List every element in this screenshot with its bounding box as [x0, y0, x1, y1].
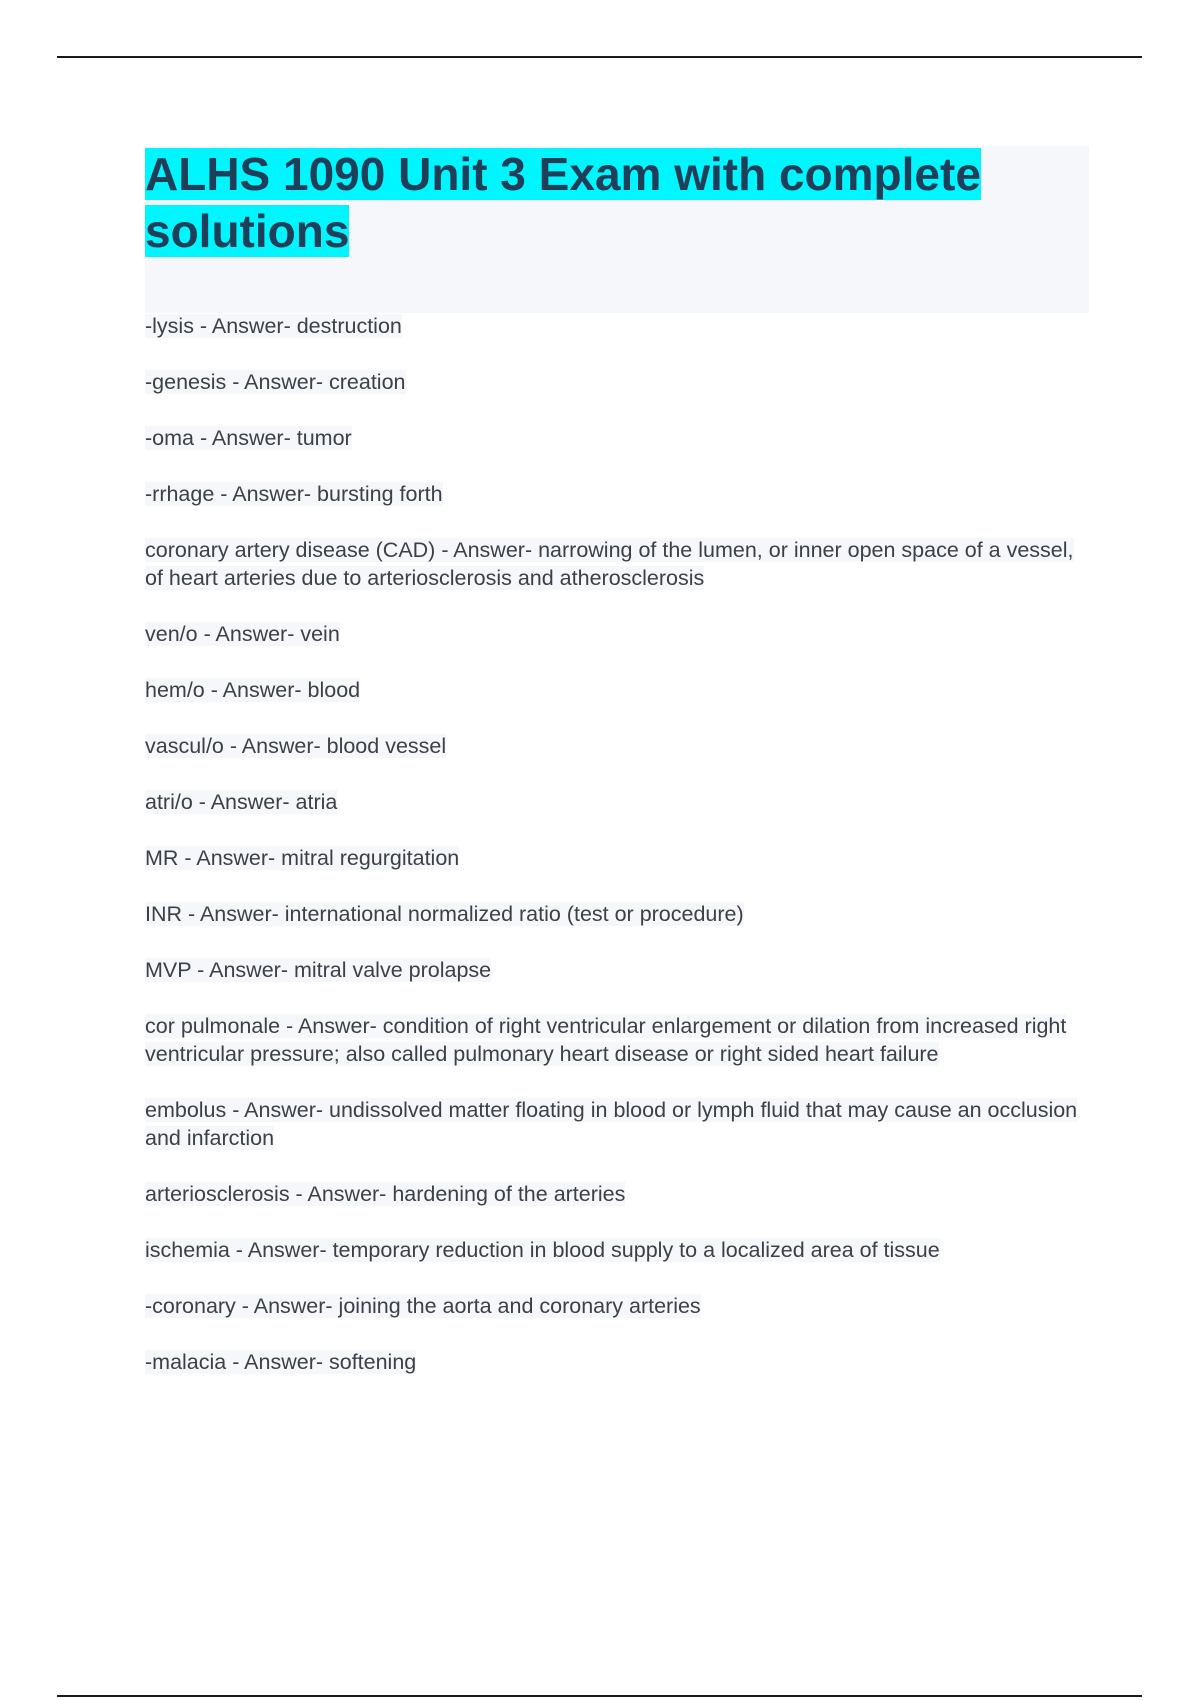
- qa-item-text: -lysis - Answer- destruction: [145, 314, 402, 338]
- qa-item: [145, 368, 1095, 396]
- qa-item: [145, 1012, 1095, 1068]
- title-block: [145, 146, 1089, 313]
- qa-item-text: -rrhage - Answer- bursting forth: [145, 482, 443, 506]
- qa-item: [145, 1236, 1095, 1264]
- qa-item: [145, 732, 1095, 760]
- qa-list: [145, 312, 1095, 1404]
- page-title-text: ALHS 1090 Unit 3 Exam with complete solutions: [145, 148, 981, 257]
- qa-item-text: embolus - Answer- undissolved matter floating in blood or lymph fluid that may cause an occlusion and infarction: [145, 1098, 1078, 1150]
- qa-item-text: ischemia - Answer- temporary reduction in blood supply to a localized area of tissue: [145, 1238, 940, 1262]
- qa-item-text: -malacia - Answer- softening: [145, 1350, 417, 1374]
- qa-item-text: atri/o - Answer- atria: [145, 790, 338, 814]
- qa-item: [145, 844, 1095, 872]
- qa-item-text: INR - Answer- international normalized ratio (test or procedure): [145, 902, 744, 926]
- qa-item: [145, 312, 1095, 340]
- qa-item-text: cor pulmonale - Answer- condition of right ventricular enlargement or dilation from increased right ventricular pressure; also called pulmonary heart disease or right sided heart failure: [145, 1014, 1067, 1066]
- qa-item: [145, 536, 1095, 592]
- qa-item-text: hem/o - Answer- blood: [145, 678, 361, 702]
- qa-item: [145, 620, 1095, 648]
- top-rule: [57, 56, 1142, 58]
- qa-item: [145, 424, 1095, 452]
- qa-item: [145, 1180, 1095, 1208]
- qa-item: [145, 1096, 1095, 1152]
- qa-item: [145, 1348, 1095, 1376]
- bottom-rule: [57, 1695, 1142, 1697]
- qa-item: [145, 788, 1095, 816]
- qa-item-text: MVP - Answer- mitral valve prolapse: [145, 958, 492, 982]
- qa-item: [145, 900, 1095, 928]
- qa-item: [145, 480, 1095, 508]
- qa-item: [145, 956, 1095, 984]
- qa-item-text: -coronary - Answer- joining the aorta and coronary arteries: [145, 1294, 701, 1318]
- page-title: [145, 146, 1045, 260]
- qa-item-text: arteriosclerosis - Answer- hardening of the arteries: [145, 1182, 626, 1206]
- qa-item: [145, 676, 1095, 704]
- qa-item-text: coronary artery disease (CAD) - Answer- narrowing of the lumen, or inner open space of a vessel, of heart arteries due to arteriosclerosis and atherosclerosis: [145, 538, 1074, 590]
- qa-item-text: ven/o - Answer- vein: [145, 622, 340, 646]
- qa-item-text: vascul/o - Answer- blood vessel: [145, 734, 447, 758]
- qa-item: [145, 1292, 1095, 1320]
- qa-item-text: -oma - Answer- tumor: [145, 426, 352, 450]
- qa-item-text: MR - Answer- mitral regurgitation: [145, 846, 460, 870]
- qa-item-text: -genesis - Answer- creation: [145, 370, 406, 394]
